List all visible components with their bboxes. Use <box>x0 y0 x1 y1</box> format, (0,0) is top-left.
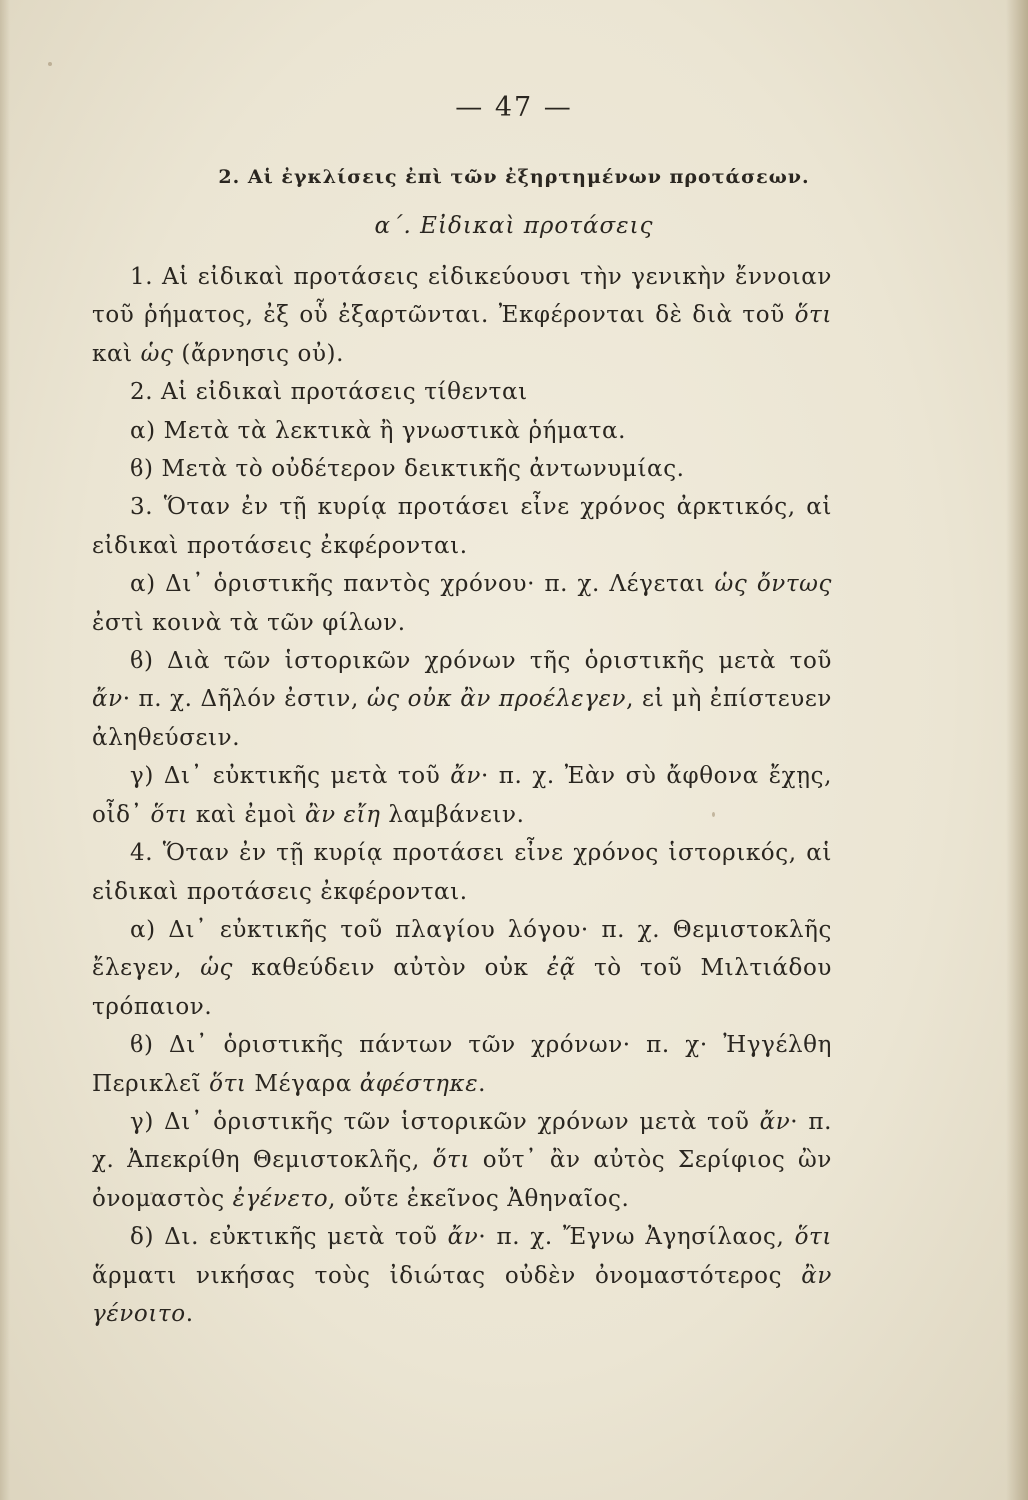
paragraph: 2. Αἱ εἰδικαὶ προτάσεις τίθενται <box>130 379 528 406</box>
paragraph: α) Δι᾽ ὁριστικῆς παντὸς χρόνου· π. χ. Λέγεται ὡς ὄντως ἐστὶ κοινὰ τὰ τῶν φίλων. <box>92 571 833 636</box>
paragraph: 3. Ὅταν ἐν τῇ κυρίᾳ προτάσει εἶνε χρόνος ἀρκτικός, αἱ εἰδικαὶ προτάσεις ἐκφέρονται. <box>92 494 832 559</box>
paragraph: α) Μετὰ τὰ λεκτικὰ ἢ γνωστικὰ ῥήματα. <box>130 417 627 444</box>
paragraph: ϐ) Μετὰ τὸ οὐδέτερον δεικτικῆς ἀντωνυμίας. <box>130 456 685 483</box>
paragraph: 4. Ὅταν ἐν τῇ κυρίᾳ προτάσει εἶνε χρόνος ἱστορικός, αἱ εἰδικαὶ προτάσεις ἐκφέρονται. <box>92 840 832 905</box>
section-heading: α΄. Εἰδικαὶ προτάσεις <box>374 213 654 239</box>
paragraph: ϐ) Διὰ τῶν ἱστορικῶν χρόνων τῆς ὁριστικῆς μετὰ τοῦ ἄν· π. χ. Δῆλόν ἐστιν, ὡς οὐκ ἂν προέλεγεν, εἰ μὴ ἐπίστευεν ἀληθεύσειν. <box>92 648 832 751</box>
chapter-heading: 2. Αἱ ἐγκλίσεις ἐπὶ τῶν ἐξηρτημένων προτάσεων. <box>218 166 810 188</box>
paragraph: ϐ) Δι᾽ ὁριστικῆς πάντων τῶν χρόνων· π. χ· Ἠγγέλθη Περικλεῖ ὅτι Μέγαρα ἀφέστηκε. <box>92 1032 832 1097</box>
paragraph: 1. Αἱ εἰδικαὶ προτάσεις εἰδικεύουσι τὴν γενικὴν ἔννοιαν τοῦ ῥήματος, ἐξ οὗ ἐξαρτῶνται. Ἐκφέρονται δὲ διὰ τοῦ ὅτι καὶ ὡς (ἄρνησις οὐ). <box>92 264 832 367</box>
body-text <box>92 258 832 1333</box>
paragraph: δ) Δι. εὐκτικῆς μετὰ τοῦ ἄν· π. χ. Ἔγνω Ἀγησίλαος, ὅτι ἅρματι νικήσας τοὺς ἰδιώτας οὐδὲν ὀνομαστότερος ἂν γένοιτο. <box>92 1224 832 1327</box>
page-number: — 47 — <box>455 92 573 123</box>
paragraph: γ) Δι᾽ ὁριστικῆς τῶν ἱστορικῶν χρόνων μετὰ τοῦ ἄν· π. χ. Ἀπεκρίθη Θεμιστοκλῆς, ὅτι οὔτ᾽ ἂν αὐτὸς Σερίφιος ὢν ὀνομαστὸς ἐγένετο, οὔτε ἐκεῖνος Ἀθηναῖος. <box>92 1108 833 1212</box>
paragraph: γ) Δι᾽ εὐκτικῆς μετὰ τοῦ ἄν· π. χ. Ἐὰν σὺ ἄφθονα ἔχῃς, οἶδ᾽ ὅτι καὶ ἐμοὶ ἂν εἴη λαμβάνειν. <box>92 763 832 828</box>
foxing-spot <box>48 62 52 66</box>
paragraph: α) Δι᾽ εὐκτικῆς τοῦ πλαγίου λόγου· π. χ. Θεμιστοκλῆς ἔλεγεν, ὡς καθεύδειν αὐτὸν οὐκ ἐᾷ τὸ τοῦ Μιλτιάδου τρόπαιον. <box>92 916 832 1020</box>
